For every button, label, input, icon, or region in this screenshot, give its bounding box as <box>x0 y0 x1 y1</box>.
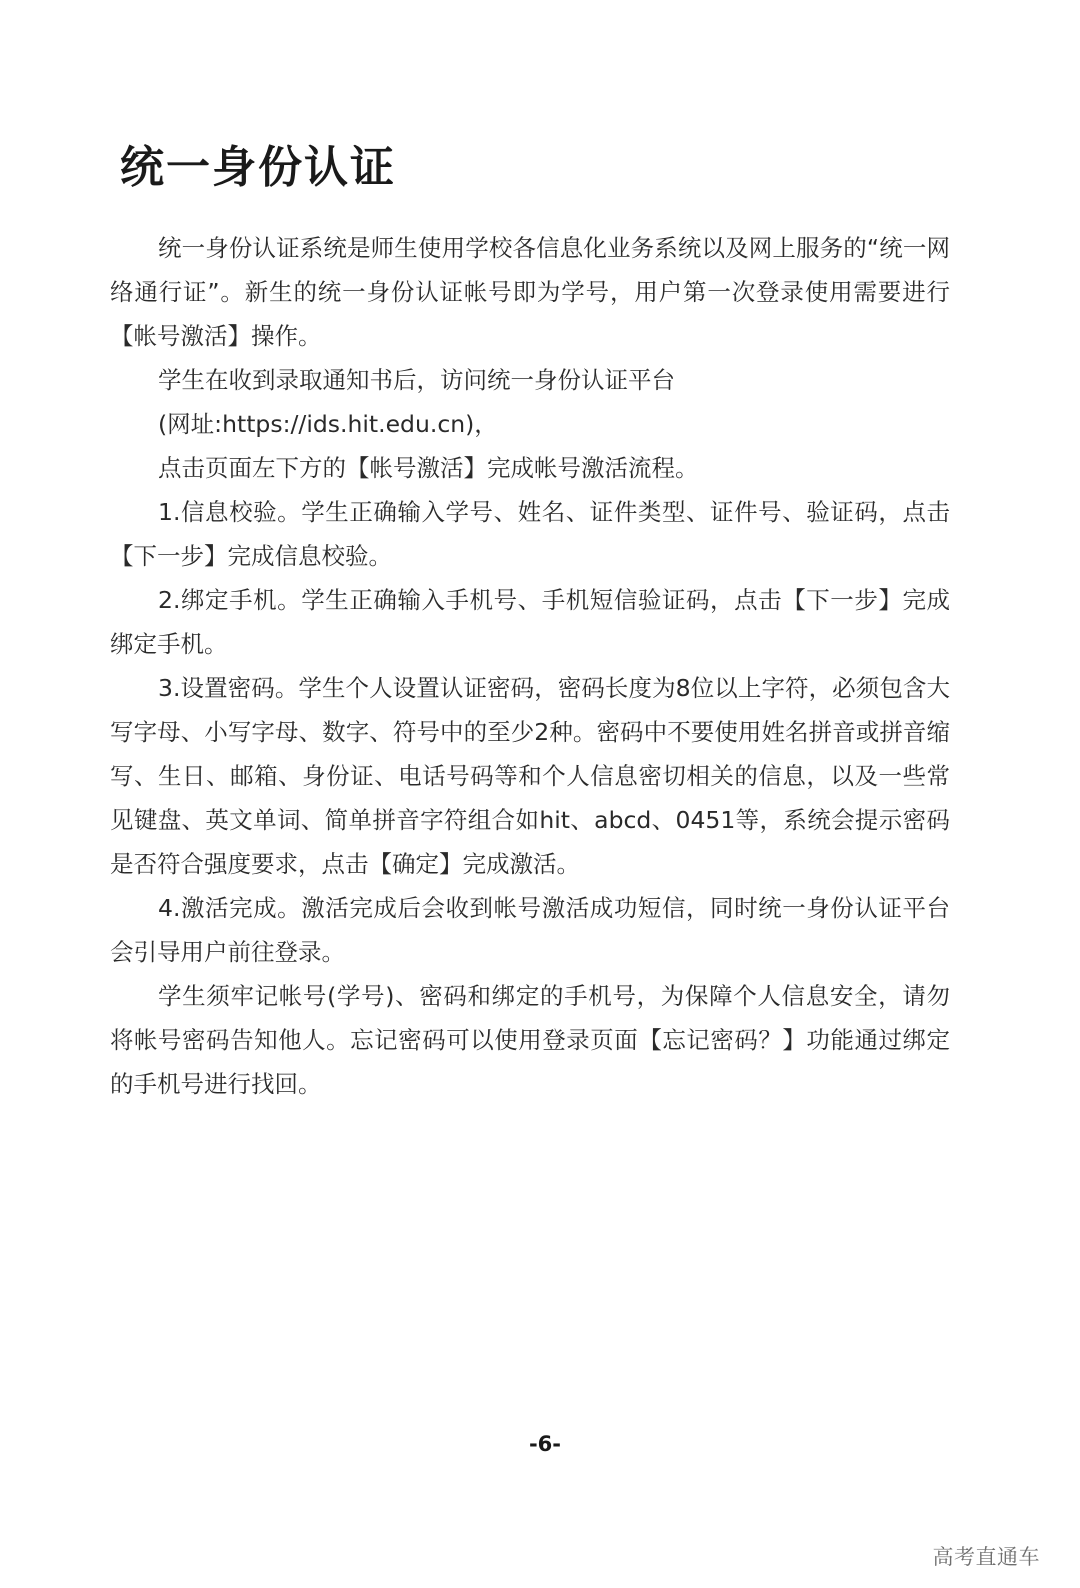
paragraph-visit-platform: 学生在收到录取通知书后，访问统一身份认证平台 <box>158 366 675 394</box>
paragraph-intro: 统一身份认证系统是师生使用学校各信息化业务系统以及网上服务的“统一网络通行证”。新生的统一身份认证帐号即为学号，用户第一次登录使用需要进行【帐号激活】操作。 <box>110 234 950 350</box>
page-number: -6- <box>528 1432 562 1456</box>
page-title: 统一身份认证 <box>120 142 396 193</box>
document-body <box>110 226 950 1106</box>
paragraph-security-notice: 学生须牢记帐号(学号)、密码和绑定的手机号，为保障个人信息安全，请勿将帐号密码告知他人。忘记密码可以使用登录页面【忘记密码？】功能通过绑定的手机号进行找回。 <box>110 982 950 1098</box>
step-4-activation-complete: 4.激活完成。激活完成后会收到帐号激活成功短信，同时统一身份认证平台会引导用户前往登录。 <box>110 894 950 966</box>
step-1-info-verification: 1.信息校验。学生正确输入学号、姓名、证件类型、证件号、验证码，点击【下一步】完成信息校验。 <box>110 498 950 570</box>
paragraph-activation-link: 点击页面左下方的【帐号激活】完成帐号激活流程。 <box>158 454 699 482</box>
step-3-set-password: 3.设置密码。学生个人设置认证密码，密码长度为8位以上字符，必须包含大写字母、小写字母、数字、符号中的至少2种。密码中不要使用姓名拼音或拼音缩写、生日、邮箱、身份证、电话号码等和个人信息密切相关的信息，以及一些常见键盘、英文单词、简单拼音字符组合如hit、abcd、0451等，系统会提示密码是否符合强度要求，点击【确定】完成激活。 <box>110 674 950 878</box>
watermark: 高考直通车 <box>932 1545 1040 1569</box>
step-2-bind-phone: 2.绑定手机。学生正确输入手机号、手机短信验证码，点击【下一步】完成绑定手机。 <box>110 586 950 658</box>
paragraph-url: (网址:https://ids.hit.edu.cn)， <box>158 410 498 438</box>
